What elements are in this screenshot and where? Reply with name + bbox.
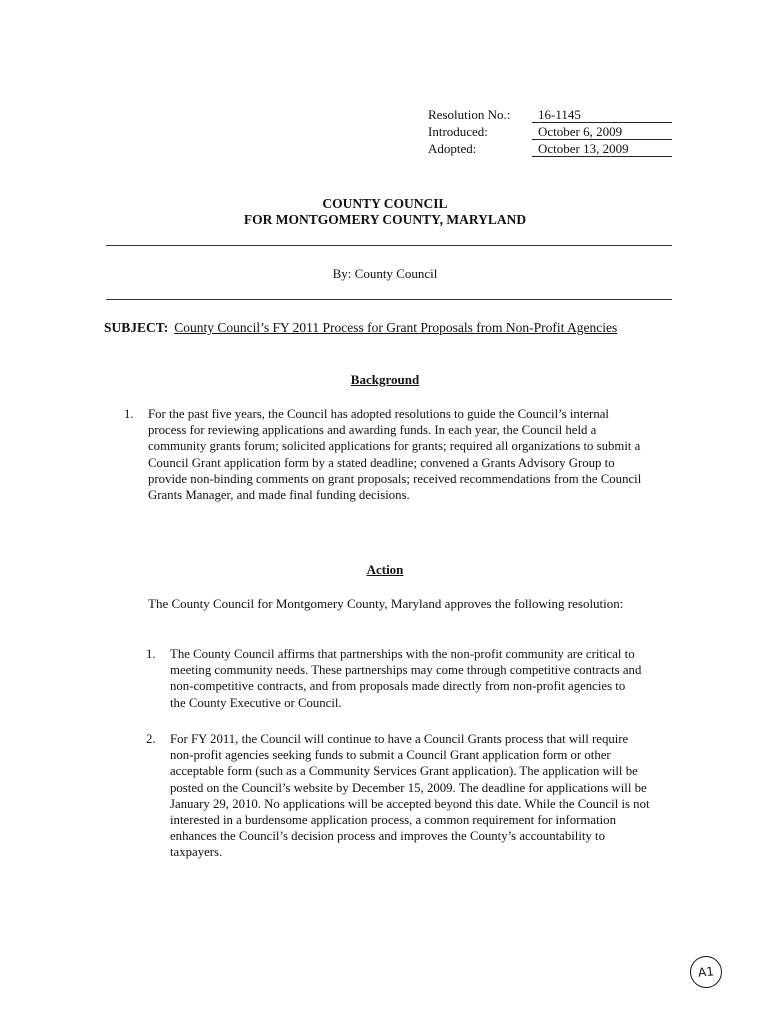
action-intro: The County Council for Montgomery County, Maryland approves the following resolution: [148, 596, 624, 611]
background-heading: Background [350, 372, 420, 387]
resolution-metadata [428, 106, 672, 157]
background-item-number: 1. [124, 407, 134, 421]
sponsor-line: By: County Council [332, 266, 438, 281]
divider-bottom [106, 299, 672, 300]
adopted-row [428, 140, 672, 157]
action-item-1 [146, 646, 646, 726]
adopted-label: Adopted: [428, 141, 477, 156]
background-item-text: For the past five years, the Council has adopted resolutions to guide the Council’s internal process for reviewing applications and awarding funds. In each year, the Council held a community grants forum; solicited applications for grants; required all organizations to submit a Council Grant application form by a stated deadline; convened a Grants Advisory Group to provide non-binding comments on grant proposals; received recommendations from the Council Grants Manager, and made final funding decisions. [148, 407, 642, 503]
resolution-number-label: Resolution No.: [428, 107, 511, 122]
background-item [124, 406, 644, 538]
introduced-label: Introduced: [428, 124, 488, 139]
divider-top [106, 245, 672, 246]
introduced-value: October 6, 2009 [532, 123, 672, 140]
resolution-number-row [428, 106, 672, 123]
action-item-1-text: The County Council affirms that partnerships with the non-profit community are critical to meeting community needs. These partnerships may come through competitive contracts and non-competitive contracts, and from proposals made directly from non-profit agencies to the County Executive or Council. [170, 647, 642, 710]
action-item-2-number: 2. [146, 732, 156, 746]
council-subtitle: FOR MONTGOMERY COUNTY, MARYLAND [243, 212, 527, 227]
action-heading: Action [366, 562, 404, 577]
action-item-2-text: For FY 2011, the Council will continue to have a Council Grants process that will require non-profit agencies seeking funds to submit a Council Grant application form or other acceptable form (such as a Community Services Grant application). The application will be posted on the Council’s website by December 15, 2009. The deadline for applications will be January 29, 2010. No applications will be accepted beyond this date. While the Council is not interested in a burdensome application process, a common requirement for information enhances the Council’s decision process and improves the County’s accountability to taxpayers. [170, 732, 650, 860]
adopted-value: October 13, 2009 [532, 140, 672, 157]
introduced-row [428, 123, 672, 140]
council-title: COUNTY COUNCIL [322, 196, 448, 211]
action-item-2 [146, 731, 656, 881]
resolution-number-value: 16-1145 [532, 106, 672, 123]
subject-label: SUBJECT: [104, 320, 169, 335]
page-stamp: A1 [688, 954, 723, 989]
subject-text: County Council’s FY 2011 Process for Grant Proposals from Non-Profit Agencies [174, 320, 618, 335]
action-item-1-number: 1. [146, 647, 156, 661]
subject-line [104, 320, 617, 336]
